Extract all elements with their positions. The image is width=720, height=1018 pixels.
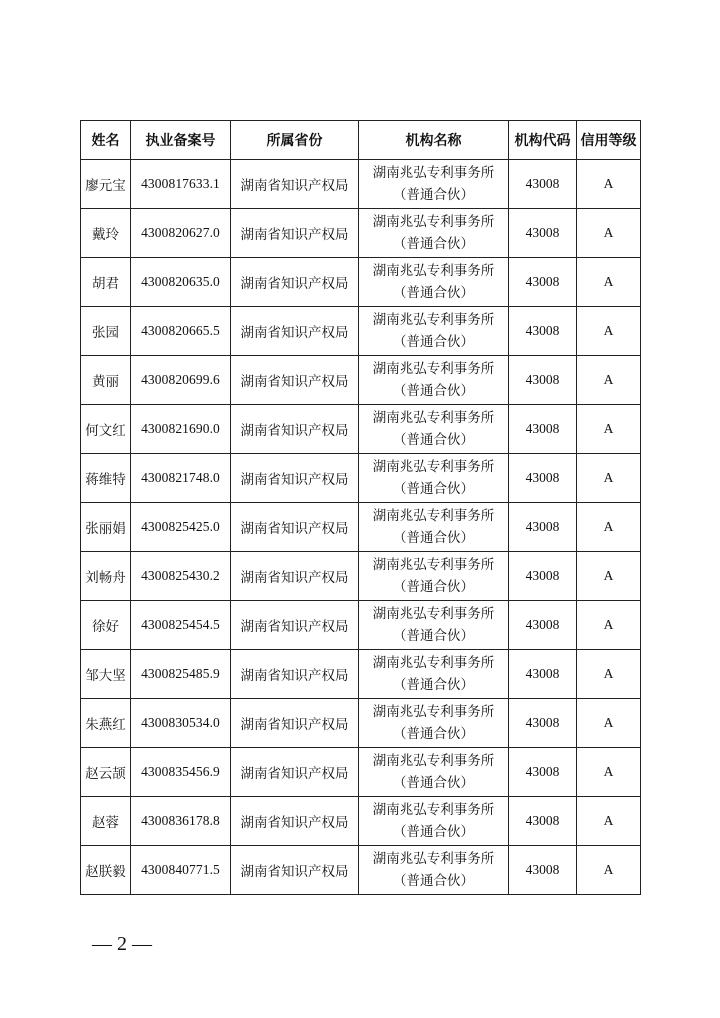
cell-filing-number: 4300830534.0 <box>131 699 231 748</box>
table-row <box>81 454 641 503</box>
cell-province: 湖南省知识产权局 <box>231 601 359 650</box>
cell-province: 湖南省知识产权局 <box>231 405 359 454</box>
organization-name-line: 湖南兆弘专利事务所 <box>372 851 495 867</box>
table-header-row <box>81 121 641 160</box>
cell-org-code: 43008 <box>509 846 577 895</box>
organization-name-line: 湖南兆弘专利事务所 <box>372 361 495 377</box>
organization-name-line: 湖南兆弘专利事务所 <box>372 214 495 230</box>
table-row <box>81 160 641 209</box>
cell-filing-number: 4300825485.9 <box>131 650 231 699</box>
cell-credit-grade: A <box>577 160 641 209</box>
agent-credit-table <box>80 120 641 895</box>
organization-name-line: 湖南兆弘专利事务所 <box>372 263 495 279</box>
cell-organization <box>359 748 509 797</box>
cell-organization <box>359 209 509 258</box>
table-row <box>81 552 641 601</box>
cell-name: 赵朕毅 <box>81 846 131 895</box>
cell-credit-grade: A <box>577 846 641 895</box>
cell-organization <box>359 160 509 209</box>
cell-org-code: 43008 <box>509 650 577 699</box>
table-row <box>81 699 641 748</box>
cell-credit-grade: A <box>577 356 641 405</box>
cell-organization <box>359 307 509 356</box>
table-row <box>81 405 641 454</box>
cell-credit-grade: A <box>577 797 641 846</box>
cell-province: 湖南省知识产权局 <box>231 160 359 209</box>
organization-name-line: 湖南兆弘专利事务所 <box>372 508 495 524</box>
table-row <box>81 650 641 699</box>
table-body <box>81 160 641 895</box>
cell-credit-grade: A <box>577 258 641 307</box>
cell-name: 廖元宝 <box>81 160 131 209</box>
header-province: 所属省份 <box>231 121 359 160</box>
cell-name: 戴玲 <box>81 209 131 258</box>
organization-type-line: （普通合伙） <box>393 775 474 791</box>
header-filing-number: 执业备案号 <box>131 121 231 160</box>
organization-name-line: 湖南兆弘专利事务所 <box>372 312 495 328</box>
table-row <box>81 748 641 797</box>
table-row <box>81 356 641 405</box>
cell-organization <box>359 552 509 601</box>
cell-org-code: 43008 <box>509 307 577 356</box>
organization-name-line: 湖南兆弘专利事务所 <box>372 165 495 181</box>
organization-type-line: （普通合伙） <box>393 383 474 399</box>
cell-province: 湖南省知识产权局 <box>231 356 359 405</box>
cell-org-code: 43008 <box>509 601 577 650</box>
cell-filing-number: 4300825454.5 <box>131 601 231 650</box>
cell-filing-number: 4300817633.1 <box>131 160 231 209</box>
cell-org-code: 43008 <box>509 160 577 209</box>
cell-org-code: 43008 <box>509 405 577 454</box>
cell-province: 湖南省知识产权局 <box>231 846 359 895</box>
cell-name: 赵云颉 <box>81 748 131 797</box>
organization-name-line: 湖南兆弘专利事务所 <box>372 557 495 573</box>
organization-type-line: （普通合伙） <box>393 628 474 644</box>
cell-organization <box>359 699 509 748</box>
cell-province: 湖南省知识产权局 <box>231 748 359 797</box>
cell-org-code: 43008 <box>509 699 577 748</box>
cell-name: 邹大坚 <box>81 650 131 699</box>
cell-org-code: 43008 <box>509 748 577 797</box>
organization-name-line: 湖南兆弘专利事务所 <box>372 753 495 769</box>
cell-organization <box>359 258 509 307</box>
organization-name-line: 湖南兆弘专利事务所 <box>372 704 495 720</box>
cell-filing-number: 4300825430.2 <box>131 552 231 601</box>
cell-credit-grade: A <box>577 552 641 601</box>
table-row <box>81 209 641 258</box>
cell-credit-grade: A <box>577 307 641 356</box>
cell-province: 湖南省知识产权局 <box>231 552 359 601</box>
cell-province: 湖南省知识产权局 <box>231 258 359 307</box>
cell-org-code: 43008 <box>509 552 577 601</box>
cell-filing-number: 4300835456.9 <box>131 748 231 797</box>
cell-name: 朱燕红 <box>81 699 131 748</box>
organization-type-line: （普通合伙） <box>393 677 474 693</box>
cell-filing-number: 4300821748.0 <box>131 454 231 503</box>
organization-name-line: 湖南兆弘专利事务所 <box>372 606 495 622</box>
cell-org-code: 43008 <box>509 503 577 552</box>
organization-name-line: 湖南兆弘专利事务所 <box>372 802 495 818</box>
table-row <box>81 307 641 356</box>
cell-name: 胡君 <box>81 258 131 307</box>
cell-name: 刘畅舟 <box>81 552 131 601</box>
cell-province: 湖南省知识产权局 <box>231 650 359 699</box>
cell-province: 湖南省知识产权局 <box>231 209 359 258</box>
table-row <box>81 601 641 650</box>
cell-credit-grade: A <box>577 699 641 748</box>
header-name: 姓名 <box>81 121 131 160</box>
cell-name: 徐好 <box>81 601 131 650</box>
table-row <box>81 797 641 846</box>
cell-organization <box>359 797 509 846</box>
header-org-code: 机构代码 <box>509 121 577 160</box>
cell-filing-number: 4300840771.5 <box>131 846 231 895</box>
organization-type-line: （普通合伙） <box>393 187 474 203</box>
cell-province: 湖南省知识产权局 <box>231 797 359 846</box>
cell-org-code: 43008 <box>509 356 577 405</box>
cell-filing-number: 4300820699.6 <box>131 356 231 405</box>
cell-org-code: 43008 <box>509 209 577 258</box>
cell-organization <box>359 454 509 503</box>
cell-filing-number: 4300820635.0 <box>131 258 231 307</box>
organization-type-line: （普通合伙） <box>393 579 474 595</box>
cell-organization <box>359 503 509 552</box>
organization-type-line: （普通合伙） <box>393 726 474 742</box>
cell-organization <box>359 601 509 650</box>
cell-credit-grade: A <box>577 650 641 699</box>
cell-province: 湖南省知识产权局 <box>231 454 359 503</box>
organization-type-line: （普通合伙） <box>393 432 474 448</box>
organization-type-line: （普通合伙） <box>393 334 474 350</box>
cell-name: 赵蓉 <box>81 797 131 846</box>
cell-filing-number: 4300821690.0 <box>131 405 231 454</box>
cell-org-code: 43008 <box>509 797 577 846</box>
cell-filing-number: 4300820665.5 <box>131 307 231 356</box>
cell-credit-grade: A <box>577 503 641 552</box>
cell-credit-grade: A <box>577 601 641 650</box>
cell-organization <box>359 846 509 895</box>
cell-name: 何文红 <box>81 405 131 454</box>
table-row <box>81 503 641 552</box>
organization-type-line: （普通合伙） <box>393 530 474 546</box>
organization-type-line: （普通合伙） <box>393 481 474 497</box>
cell-credit-grade: A <box>577 454 641 503</box>
organization-name-line: 湖南兆弘专利事务所 <box>372 459 495 475</box>
cell-name: 张园 <box>81 307 131 356</box>
cell-organization <box>359 356 509 405</box>
organization-name-line: 湖南兆弘专利事务所 <box>372 655 495 671</box>
header-organization: 机构名称 <box>359 121 509 160</box>
table-row <box>81 846 641 895</box>
cell-name: 蒋维特 <box>81 454 131 503</box>
cell-organization <box>359 650 509 699</box>
cell-org-code: 43008 <box>509 258 577 307</box>
organization-type-line: （普通合伙） <box>393 824 474 840</box>
cell-filing-number: 4300820627.0 <box>131 209 231 258</box>
cell-province: 湖南省知识产权局 <box>231 503 359 552</box>
cell-filing-number: 4300836178.8 <box>131 797 231 846</box>
cell-province: 湖南省知识产权局 <box>231 307 359 356</box>
cell-credit-grade: A <box>577 748 641 797</box>
cell-province: 湖南省知识产权局 <box>231 699 359 748</box>
cell-org-code: 43008 <box>509 454 577 503</box>
cell-filing-number: 4300825425.0 <box>131 503 231 552</box>
header-credit-grade: 信用等级 <box>577 121 641 160</box>
organization-name-line: 湖南兆弘专利事务所 <box>372 410 495 426</box>
cell-credit-grade: A <box>577 209 641 258</box>
table-row <box>81 258 641 307</box>
cell-credit-grade: A <box>577 405 641 454</box>
cell-organization <box>359 405 509 454</box>
cell-name: 张丽娟 <box>81 503 131 552</box>
organization-type-line: （普通合伙） <box>393 873 474 889</box>
organization-type-line: （普通合伙） <box>393 285 474 301</box>
page-number: — 2 — <box>92 933 152 955</box>
organization-type-line: （普通合伙） <box>393 236 474 252</box>
cell-name: 黄丽 <box>81 356 131 405</box>
